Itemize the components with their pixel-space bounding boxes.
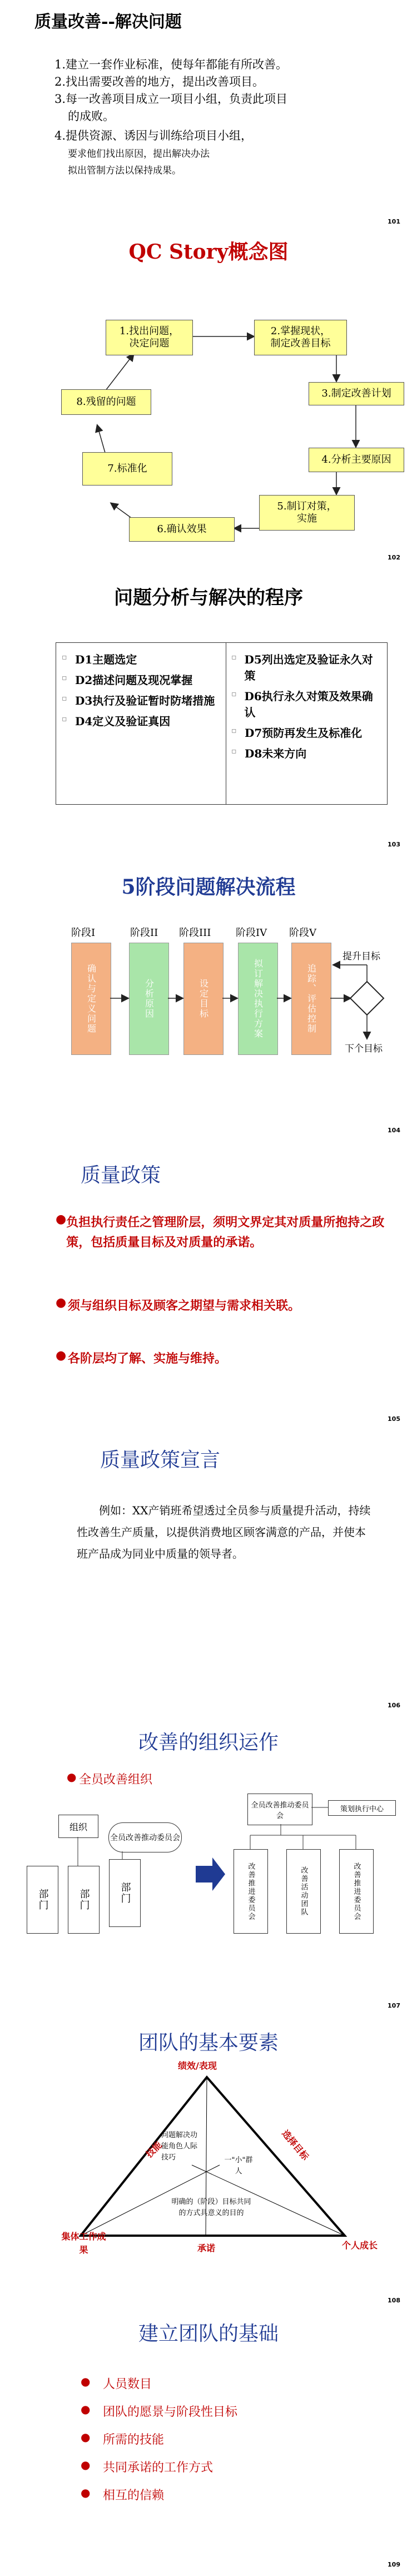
inner-text-2: 一"小"群人 — [224, 2156, 253, 2176]
page-number: 107 — [388, 2002, 400, 2009]
d-item: ▫ D6执行永久对策及效果确认 — [231, 690, 373, 719]
sub-unit-1: 改善推进委员会 — [234, 1849, 268, 1934]
step-box-5: 追踪、评估控制 — [291, 943, 331, 1055]
dept-1: 部门 — [27, 1866, 58, 1934]
page-number: 102 — [388, 554, 400, 561]
qc-step-5: 5.制订对策， 实施 — [259, 495, 355, 531]
phase-label-5: 阶段V — [289, 927, 316, 939]
sub-unit-3: 改善推进委员会 — [339, 1849, 374, 1934]
qc-step-6: 6.确认效果 — [129, 517, 235, 542]
slide-3-title: 问题分析与解决的程序 — [114, 587, 303, 609]
org-bullet: ● 全员改善组织 — [67, 1770, 153, 1787]
slide-4 — [0, 859, 417, 1143]
committee-box: 全员改善推动委员会 — [108, 1822, 182, 1852]
dept-2: 部门 — [68, 1866, 100, 1934]
dept-3: 部门 — [109, 1859, 141, 1927]
top-committee-box: 全员改善推动委员会 — [247, 1794, 312, 1825]
slide-5-title: 质量政策 — [81, 1164, 161, 1187]
slide-7 — [0, 1716, 417, 2016]
side-commit-label: 承诺 — [197, 2243, 216, 2253]
page-number: 104 — [388, 1127, 400, 1134]
slide-2 — [0, 231, 417, 570]
slide-7-title: 改善的组织运作 — [138, 1731, 279, 1754]
slide-2-title: QC Story概念图 — [128, 240, 289, 264]
slide-1 — [0, 0, 417, 178]
slide-1-item-1: 1.建立一套作业标准，使每年都能有所改善。 — [54, 58, 288, 71]
foundation-item: ● 人员数目 — [81, 2375, 152, 2391]
decision-diamond — [350, 982, 384, 1015]
org-arrow-shape — [196, 1857, 225, 1891]
inner-text-3: 明确的（阶段）目标共同的方式具意义的目的 — [171, 2198, 251, 2218]
qc-step-2: 2.掌握现状， 制定改善目标 — [254, 320, 347, 355]
slide-1-item-4b: 要求他们找出原因，提出解决办法 — [68, 148, 210, 160]
slide-1-item-4c: 拟出管制方法以保持成果。 — [68, 165, 181, 176]
slide-1-item-4: 4.提供资源、诱因与训练给项目小组， — [54, 129, 253, 142]
page-number: 101 — [388, 218, 400, 225]
next-target-label: 下个目标 — [345, 1043, 383, 1054]
slide-1-title: 质量改善--解决问题 — [34, 12, 182, 32]
qc-step-1: 1.找出问题， 决定问题 — [106, 320, 193, 355]
slide-9-title: 建立团队的基础 — [138, 2322, 279, 2345]
d-list-box — [56, 642, 388, 805]
foundation-item: ● 相互的信赖 — [81, 2486, 165, 2503]
d-list-right — [231, 651, 381, 765]
right-vertex-label: 个人成长 — [342, 2240, 378, 2251]
policy-bullet-3: ● 各阶层均了解、实施与维持。 — [56, 1349, 227, 1366]
step-box-1: 确认与定义问题 — [71, 943, 111, 1055]
policy-declaration: 例如：XX产销班希望透过全员参与质量提升活动，持续性改善生产质量，以提供消费地区顾客满意的产品，并使本班产品成为同业中质量的领导者。 — [77, 1504, 371, 1561]
page-number: 103 — [388, 841, 400, 848]
phase-label-1: 阶段I — [71, 927, 96, 939]
qc-step-3: 3.制定改善计划 — [309, 382, 404, 405]
left-vertex-label: 集体工作成果 — [61, 2231, 106, 2255]
d-item: ▫ D4定义及验证真因 — [62, 715, 171, 728]
apex-label: 绩效/表现 — [178, 2060, 217, 2071]
d-item: ▫ D7预防再发生及标准化 — [231, 726, 363, 740]
slide-8-title: 团队的基本要素 — [138, 2032, 279, 2054]
qc-step-8: 8.残留的问题 — [61, 389, 151, 415]
step-box-3: 设定目标 — [183, 943, 224, 1055]
slide-1-item-3: 3.每一改善项目成立一项目小组，负责此项目 — [54, 92, 288, 106]
sub-unit-2: 改善活动团队 — [286, 1849, 321, 1934]
d-list-left — [62, 651, 220, 733]
foundation-item: ● 所需的技能 — [81, 2430, 165, 2447]
d-item: ▫ D5列出选定及验证永久对策 — [231, 653, 373, 682]
policy-bullet-2: ● 须与组织目标及顾客之期望与需求相关联。 — [56, 1296, 301, 1313]
slide-1-item-3b: 的成败。 — [68, 110, 115, 123]
d-item: ▫ D3执行及验证暂时防堵措施 — [62, 694, 215, 707]
page-number: 105 — [388, 1415, 400, 1423]
slide-3 — [0, 570, 417, 859]
page-number: 109 — [388, 2561, 400, 2568]
slide-8 — [0, 2016, 417, 2305]
foundation-item: ● 团队的愿景与阶段性目标 — [81, 2402, 238, 2419]
flow-arrows — [0, 859, 417, 1143]
phase-label-3: 阶段III — [179, 927, 211, 939]
step-box-4: 拟订解决执行方案 — [238, 943, 278, 1055]
foundation-item: ● 共同承诺的工作方式 — [81, 2458, 214, 2475]
qc-step-4: 4.分析主要原因 — [309, 448, 404, 472]
step-box-2: 分析原因 — [129, 943, 169, 1055]
page-number: 106 — [388, 1702, 400, 1709]
phase-label-4: 阶段IV — [236, 927, 267, 939]
qc-step-7: 7.标准化 — [82, 452, 172, 486]
d-item: ▫ D1主题选定 — [62, 653, 137, 666]
side-goal-label: 选择目标 — [280, 2128, 311, 2162]
slide-4-title: 5阶段问题解决流程 — [121, 875, 296, 899]
d-item: ▫ D8未来方向 — [231, 747, 307, 760]
planning-center: 策划执行中心 — [328, 1800, 396, 1816]
phase-label-2: 阶段II — [130, 927, 158, 939]
page-number: 108 — [388, 2297, 400, 2304]
inner-text-1: 问题解决功能角色人际技巧 — [161, 2131, 198, 2162]
slide-1-item-2: 2.找出需要改善的地方，提出改善项目。 — [54, 75, 265, 88]
raise-target-label: 提升目标 — [342, 951, 380, 962]
slide-9 — [0, 2308, 417, 2576]
d-item: ▫ D2描述问题及现况掌握 — [62, 673, 193, 687]
slide-5 — [0, 1143, 417, 1426]
side-skill-label: 技能 — [143, 2139, 164, 2160]
slide-6-title: 质量政策宣言 — [100, 1449, 221, 1472]
org-box: 组织 — [58, 1815, 98, 1838]
policy-bullet-1: ● 负担执行责任之管理阶层，须明文界定其对质量所抱持之政策，包括质量目标及对质量的承诺。 — [56, 1212, 385, 1250]
slide-6 — [0, 1432, 417, 1699]
